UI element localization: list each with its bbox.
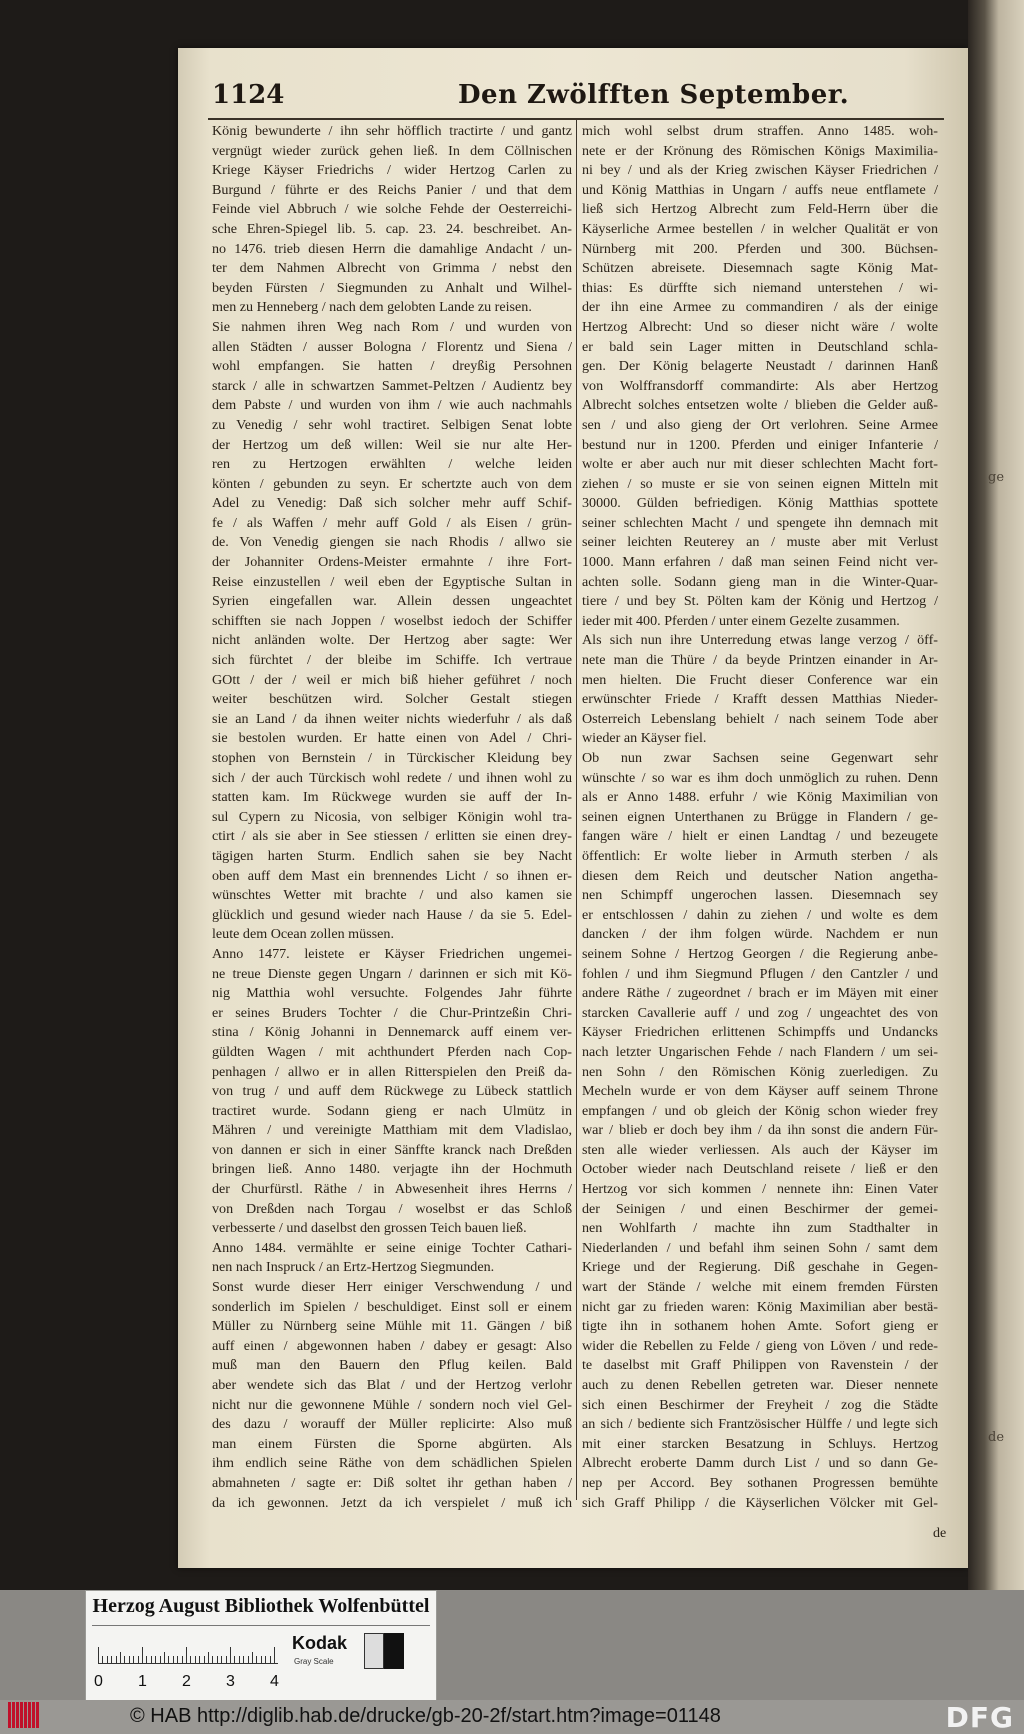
text-line: Hertzog Albrecht: Und so dieser nicht wäre / wolte [582, 318, 938, 335]
text-line: nen nach Inspruck / an Ertz-Hertzog Siegmunden. [212, 1259, 495, 1276]
text-line: tägigen harten Sturm. Endlich sahen sie bey Nacht [212, 847, 572, 864]
text-line: auch zu denen Rebellen getreten war. Dieser nennete [582, 1377, 938, 1393]
ruler-tick [116, 1656, 117, 1663]
text-line: dancken / der ihm folgen würde. Nachdem er nun [582, 926, 938, 943]
ruler-tick [256, 1656, 257, 1663]
text-line: starck / alle in schwartzen Sammet-Peltzen / Audientz bey [212, 377, 572, 394]
footer-bar [0, 1700, 1024, 1734]
text-line: auff einen / abgewonnen haben / dabey er gesagt: Also [212, 1337, 572, 1354]
text-line: fe / als Waffen / mehr auff Gold / als Eisen / grün- [212, 514, 572, 531]
gray-scale-label: Gray Scale [294, 1657, 334, 1666]
ruler-tick [129, 1656, 130, 1663]
scale-ruler [94, 1633, 279, 1690]
target-divider [92, 1625, 430, 1626]
text-line: Anno 1484. vermählte er seine einige Tochter Cathari- [212, 1239, 572, 1256]
text-line: seiner schlechten Macht / und spengete ihn demnach mit [582, 514, 938, 531]
text-line: nete man die Thüre / da beyde Printzen einander in Ar- [582, 652, 938, 669]
text-line: Kriege und der Regierung. Diß geschahe in Gegen- [582, 1259, 938, 1276]
ruler-tick [221, 1656, 222, 1663]
text-line: achten solle. Sodann gieng man in die Winter-Quar- [582, 573, 938, 590]
text-line: de. Von Venedig giengen sie nach Rhodis / allwo sie [212, 534, 572, 551]
text-line: schifften sie nach Joppen / woselbst iedoch der Schiffer [212, 612, 572, 629]
text-line: von trug / und auff dem Rückwege zu Lübeck stattlich [212, 1083, 572, 1100]
ruler-tick [274, 1647, 275, 1663]
right-column [582, 122, 938, 1513]
ruler-tick [98, 1647, 99, 1663]
text-line: GOtt / der / weil er mich biß hieher geführet / noch [212, 671, 572, 688]
text-line: von Dreßden nach Torgau / woselbst er das Schloß [212, 1200, 572, 1217]
text-line: ließ sich Hertzog Albrecht zum Feld-Herrn über die [582, 201, 938, 218]
ruler-tick [239, 1656, 240, 1663]
text-line: des dazu / worauff der Müller replicirte: Also muß [212, 1416, 572, 1433]
text-line: penhagen / allwo er in allen Ritterspielen den Preiß da- [212, 1063, 572, 1080]
ruler-tick [102, 1656, 103, 1663]
text-line: als er Anno 1488. erfuhr / wie König Maximilian von [582, 789, 938, 806]
text-line: Käyserliche Armee bestellen / in welcher Qualität er von [582, 220, 938, 237]
text-line: der Hertzog um deß willen: Weil sie nur alte Her- [212, 436, 572, 453]
ruler-tick [230, 1647, 231, 1663]
ruler-tick [177, 1656, 178, 1663]
text-line: erwünschter Friede / Krafft dessen Matthias Nieder- [582, 691, 938, 708]
text-line: Reise einzustellen / weil eben der Egyptische Sultan in [212, 573, 572, 590]
text-line: men hielten. Die Frucht dieser Conference war ein [582, 671, 938, 688]
dfg-logo: DFG [945, 1701, 1014, 1734]
text-line: bestund nur in 1200. Pferden und einiger Infanterie / [582, 436, 938, 453]
text-line: Mecheln wurde er von dem Käyser auff seinem Throne [582, 1083, 938, 1100]
text-line: fangen wäre / hielt er einen Landtag / und bezeugete [582, 828, 938, 845]
ruler-tick [265, 1656, 266, 1663]
text-line: könten / gebunden zu seyn. Er schertzte auch von dem [212, 475, 572, 492]
ruler-tick [107, 1656, 108, 1663]
text-line: Schützen abreisete. Diesemnach sagte König Mat- [582, 260, 938, 277]
scale-number: 3 [226, 1673, 235, 1690]
text-line: nep per Accord. Bey sothanen Progressen bemühte [582, 1474, 938, 1491]
text-line: nicht nur die gewonnene Mühle / sondern noch viel Gel- [212, 1396, 572, 1413]
text-line: sen / und also gieng der Ort verlohren. Seine Armee [582, 416, 938, 433]
text-line: dem Pabste / und wurden von ihm / wie auch nachmahls [212, 397, 572, 414]
text-line: mich wohl selbst drum straffen. Anno 1485. woh- [582, 123, 938, 139]
text-line: sich einen Beschirmer der Freyheit / zog die Städte [582, 1396, 938, 1413]
ruler-tick [138, 1656, 139, 1663]
text-line: Käyser Friedrichen erlittenen Schimpffs und Undancks [582, 1024, 938, 1041]
text-line: empfangen / und ob gleich der König schon wieder frey [582, 1102, 938, 1119]
ruler-tick [151, 1656, 152, 1663]
kodak-logo: Kodak [292, 1633, 348, 1653]
text-line: der Johanniter Ordens-Meister ermahnte / ihre Fort- [212, 554, 572, 571]
text-line: men zu Henneberg / nach dem gelobten Lande zu reisen. [212, 299, 532, 316]
text-line: wohl empfangen. Sie hatten / dreyßig Persohnen [212, 358, 572, 375]
text-line: ihm endlich seine Räthe von dem schädlichen Spielen [212, 1455, 572, 1472]
text-line: aber wendete sich das Blat / und der Hertzog verlohr [212, 1377, 572, 1393]
text-line: Hertzog vor sich kommen / nennete ihn: Einen Vater [582, 1181, 938, 1198]
text-line: abmahneten / sagte er: Diß soltet ihr gethan haben / [212, 1474, 572, 1491]
text-line: güldten Wagen / mit achthundert Pferden nach Cop- [212, 1043, 572, 1060]
text-line: verbesserte / und daselbst den grossen Teich bauen ließ. [212, 1220, 527, 1237]
text-line: 1000. Mann erfahren / daß man seinen Feind nicht ver- [582, 554, 938, 571]
ruler-tick [164, 1652, 165, 1663]
text-line: ziehen / so muste er sie von seinen eignen Mitteln mit [582, 475, 938, 492]
text-line: er bald sein Lager mitten in Deutschland schla- [582, 338, 938, 355]
text-line: sul Cypern zu Nicosia, von selbiger Königin wohl tra- [212, 808, 572, 825]
text-line: sonderlich im Spielen / beschuldiget. Einst soll er einem [212, 1298, 572, 1315]
text-line: weiter beschützen wird. Solcher Gestalt stiegen [212, 691, 572, 708]
ruler-tick [270, 1656, 271, 1663]
scale-number: 2 [182, 1673, 191, 1690]
text-line: nach letzter Ungarischen Fehde / nach Flandern / um sei- [582, 1043, 938, 1060]
text-line: er entschlossen / dahin zu ziehen / und wolte es dem [582, 906, 938, 923]
text-line: ieder mit 400. Pferden / unter einem Gezelte zusammen. [582, 612, 900, 629]
text-line: seinen eignen Unterthanen zu Brügge in Flandern / ge- [582, 808, 938, 825]
text-line: wart der Stände / welche mit einem fremden Fürsten [582, 1279, 938, 1296]
text-line: Nürnberg mit 200. Pferden und 300. Büchsen- [582, 240, 938, 257]
text-line: nen Wohlfarth / machte ihn zum Stadthalter in [582, 1220, 938, 1237]
text-line: Syrien eingefallen war. Allein dessen ungeachtet [212, 593, 572, 610]
ruler-tick [204, 1656, 205, 1663]
text-line: an sich / bediente sich Frantzösischer Hülffe / und legte sich [582, 1416, 938, 1433]
text-line: wider die Rebellen zu Felde / gieng von Löven / und rede- [582, 1337, 938, 1354]
edge-mark: de [988, 1430, 1005, 1445]
source-url[interactable]: © HAB http://diglib.hab.de/drucke/gb-20-2f/start.htm?image=01148 [130, 1705, 721, 1727]
ruler-tick [248, 1656, 249, 1663]
text-line: gen. Der König belagerte Neustadt / darinnen Hanß [582, 358, 938, 375]
text-line: Burgund / führte er des Reichs Panier / und that dem [212, 181, 572, 198]
ruler-tick [173, 1656, 174, 1663]
text-line: nig Matthia wohl versuchte. Folgendes Jahr führte [212, 985, 572, 1002]
ruler-tick [111, 1656, 112, 1663]
text-line: nen Sohn / den Römischen König zuerledigen. Zu [582, 1063, 938, 1080]
text-line: von Wolffransdorff commandirte: Als aber Hertzog [582, 377, 938, 394]
text-line: der Churfürstl. Räthe / in Abwesenheit ihres Herrns / [212, 1181, 572, 1198]
ruler-tick [195, 1656, 196, 1663]
library-name: Herzog August Bibliothek Wolfenbüttel [92, 1595, 430, 1617]
ruler-tick [261, 1656, 262, 1663]
ruler-tick [243, 1656, 244, 1663]
ruler-tick [199, 1656, 200, 1663]
ruler-tick [252, 1652, 253, 1663]
text-line: Albrecht solches entsetzen wolte / blieben die Gelder auß- [582, 397, 938, 414]
ruler-tick [168, 1656, 169, 1663]
text-line: öffentlich: Er wolte lieber in Armuth sterben / als [582, 847, 938, 864]
text-line: Adel zu Venedig: Daß sich solcher mehr auff Schif- [212, 495, 572, 512]
text-line: diesen dem Reich und deutscher Nation angetha- [582, 867, 938, 884]
column-divider [576, 120, 577, 1500]
text-line: zu Venedig / sehr wohl tractiret. Selbigen Senat lobte [212, 416, 572, 433]
text-line: Niederlanden / und befahl ihm seinen Sohn / samt dem [582, 1239, 938, 1256]
text-line: leute dem Ocean zollen müssen. [212, 926, 394, 943]
ruler-tick [124, 1656, 125, 1663]
ruler-tick [182, 1656, 183, 1663]
text-line: König bewunderte / ihn sehr höfflich tractirte / und gantz [212, 123, 572, 139]
ruler-tick [133, 1656, 134, 1663]
text-line: wünschtes Wetter mit brachte / und also kamen sie [212, 887, 572, 904]
text-line: starcken Cavallerie auff / und zog / ungeachtet des von [582, 1004, 938, 1021]
scale-number: 4 [270, 1673, 279, 1690]
text-line: sich fürchtet / der bleibe im Schiffe. Ich vertraue [212, 652, 572, 669]
text-line: stina / König Johanni in Dennemarck auff einem ver- [212, 1024, 572, 1041]
text-line: oben auff dem Mast ein brennendes Licht / so ihnen er- [212, 867, 572, 884]
text-line: tiere / und bey St. Pölten kam der König und Hertzog / [582, 593, 938, 610]
text-line: sie bestolen wurden. Er hatte einen von Adel / Chri- [212, 730, 572, 747]
text-line: bringen ließ. Anno 1480. verjagte ihn der Hochmuth [212, 1161, 572, 1178]
text-line: glücklich und gesund wieder nach Hause / da sie 5. Edel- [212, 906, 572, 923]
scale-number: 1 [138, 1673, 147, 1690]
ruler-tick [208, 1652, 209, 1663]
text-line: Osterreich Lebenslang behielt / nach seinem Tode aber [582, 710, 938, 727]
text-line: nicht anländen wolte. Der Hertzog aber sagte: Wer [212, 632, 572, 649]
text-line: sich / der auch Türckisch wohl redete / und ihnen wohl zu [212, 769, 572, 786]
ruler-tick [226, 1656, 227, 1663]
text-line: ne treue Dienste gegen Ungarn / darinnen er sich mit Kö- [212, 965, 572, 982]
text-line: wolte er aber auch nur mit dieser schlechten Macht fort- [582, 456, 938, 473]
text-line: mit einer starcken Besatzung in Schluys. Hertzog [582, 1435, 938, 1452]
ruler-tick [217, 1656, 218, 1663]
text-line: Als sich nun ihre Unterredung etwas lange verzog / öff- [582, 632, 938, 649]
left-column [212, 122, 572, 1513]
text-line: seiner leichten Reuterey an / muste aber mit Verlust [582, 534, 938, 551]
text-line: allen Städten / ausser Bologna / Florentz und Siena / [212, 338, 572, 355]
text-line: ni bey / und als der Krieg zwischen Käyser Friedrichen / [582, 162, 938, 179]
text-line: vergnügt wieder zurück gehen ließ. In dem Cöllnischen [212, 142, 572, 159]
text-line: Sie nahmen ihren Weg nach Rom / und wurden von [212, 318, 572, 335]
hab-logo-icon [8, 1702, 48, 1732]
text-line: tigte ihn in sothanem hohen Amte. Sofort gieng er [582, 1318, 938, 1335]
text-line: war / blieb er doch bey ihm / da ihn sonst die andern Für- [582, 1122, 938, 1139]
text-line: der Seinigen / und einen Beschirmer der gemei- [582, 1200, 938, 1217]
text-line: wünschte / so war es ihm doch unmöglich zu ruhen. Denn [582, 769, 938, 786]
text-line: Feinde viel Abbruch / wie solche Fehde der Oesterreichi- [212, 201, 572, 218]
text-line: Anno 1477. leistete er Käyser Friedrichen ungemei- [212, 945, 572, 962]
ruler-tick [190, 1656, 191, 1663]
text-line: statten kam. Im Rückwege wurden sie auff der In- [212, 789, 572, 806]
text-line: beyden Fürsten / Siegmunden zu Anhalt und Wilhel- [212, 279, 572, 296]
text-line: Ob nun zwar Sachsen seine Gegenwart sehr [582, 750, 938, 766]
text-line: muß man den Bauern den Pflug keilen. Bald [212, 1357, 572, 1374]
text-line: Albrecht eroberte Damm durch List / und so dann Ge- [582, 1455, 938, 1472]
text-line: sie an Land / da ihnen weiter nichts wiederfuhr / als daß [212, 710, 572, 727]
catchword: de [933, 1526, 947, 1541]
text-line: sche Ehren-Spiegel lib. 5. cap. 23. 24. beschreibet. An- [212, 220, 572, 237]
text-line: ter dem Nahmen Albrecht von Grimma / nebst den [212, 260, 572, 277]
text-line: seinem Sohne / Hertzog Georgen / die Regierung anbe- [582, 945, 938, 962]
text-line: ren zu Hertzogen erwählten / welche leiden [212, 456, 572, 473]
text-line: no 1476. trieb diesen Herrn die damahlige Andacht / un- [212, 240, 572, 257]
text-line: und König Matthias in Ungarn / auffs neue entflamete / [582, 181, 938, 198]
ruler-tick [142, 1647, 143, 1663]
text-line: tractiret wurde. Sodann gieng er nach Ulmütz in [212, 1102, 572, 1119]
text-line: te daselbst mit Graff Philippen von Ravenstein / der [582, 1357, 938, 1374]
ruler-tick [146, 1656, 147, 1663]
ruler-tick [186, 1647, 187, 1663]
text-line: er seines Bruders Tochter / die Chur-Printzeßin Chri- [212, 1004, 572, 1021]
text-line: Müller zu Nürnberg seine Mühle mit 11. Gängen / biß [212, 1318, 572, 1335]
text-line: andere Räthe / zugeordnet / brach er im Mäyen mit einer [582, 985, 938, 1002]
page-title: Den Zwölfften September. [458, 80, 850, 110]
scale-number: 0 [94, 1673, 103, 1690]
text-line: der ihn eine Armee zu commandiren / als der einige [582, 299, 938, 316]
text-line: wieder an Käyser fiel. [582, 730, 707, 747]
text-line: von dannen er sich in einer Sänffte kranck nach Dreßden [212, 1141, 572, 1158]
text-line: sten alle wieder verliessen. Als auch der Käyser im [582, 1141, 938, 1158]
text-line: nete er der Krönung des Römischen Königs Maximilia- [582, 142, 938, 159]
text-line: sich Graff Philipp / die Käyserlichen Völcker mit Gel- [582, 1494, 938, 1511]
running-header [208, 80, 938, 114]
text-line: October wieder nach Deutschland reisete / ließ er den [582, 1161, 938, 1178]
text-line: stophen von Bernstein / in Türckischer Kleidung bey [212, 750, 572, 766]
text-line: thias: Es dürffte sich niemand unterstehen / wi- [582, 279, 938, 296]
text-line: Sonst wurde dieser Herr einiger Verschwendung / und [212, 1279, 572, 1296]
edge-mark: ge [988, 470, 1005, 485]
text-line: Mähren / und vereinigte Matthiam mit dem Vladislao, [212, 1122, 572, 1139]
page-number: 1124 [212, 80, 285, 110]
text-line: nen Schimpff ungerochen lassen. Diesemnach sey [582, 887, 938, 904]
text-line: man einem Fürsten die Sporne abgürten. Als [212, 1435, 572, 1452]
text-line: da ich gewonnen. Jetzt da ich verspielet / muß ich [212, 1494, 572, 1511]
color-target [85, 1590, 437, 1712]
ruler-tick [160, 1656, 161, 1663]
ruler-tick [120, 1652, 121, 1663]
facing-page-edge [968, 0, 1024, 1590]
gray-swatch-dark [384, 1633, 404, 1669]
text-line: nicht gar zu frieden waren: König Maximilian aber bestä- [582, 1298, 938, 1315]
gray-swatch-light [364, 1633, 384, 1669]
book-page [178, 48, 968, 1568]
ruler-tick [155, 1656, 156, 1663]
text-line: Kriege Käyser Friedrichs / wider Hertzog Carlen zu [212, 162, 572, 179]
text-line: fohlen / und ihm Siegmund Pflugen / den Cantzler / und [582, 965, 938, 982]
ruler-tick [212, 1656, 213, 1663]
ruler-tick [234, 1656, 235, 1663]
text-line: 30000. Gülden befriedigen. König Matthias spottete [582, 495, 938, 512]
text-line: ctirt / als sie aber in See stiessen / erlitten sie einen drey- [212, 828, 572, 845]
